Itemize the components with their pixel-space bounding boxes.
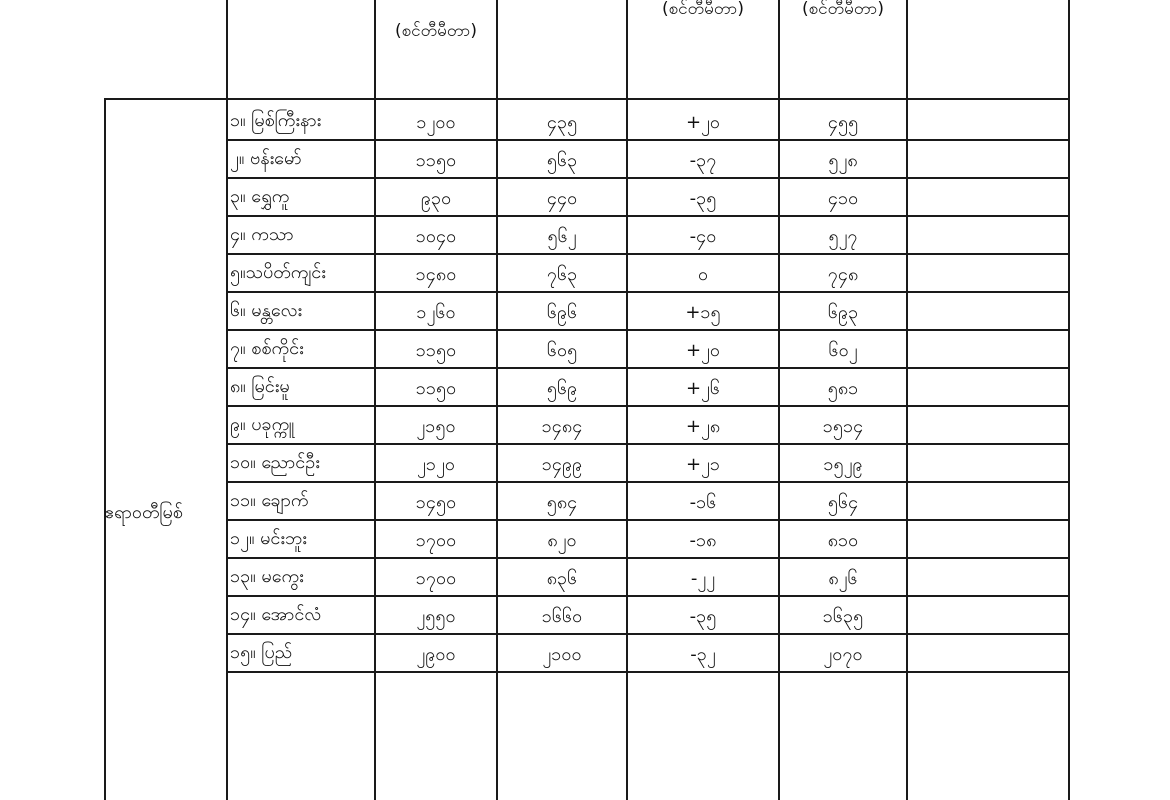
danger-level-cell: ၁၁၅၀ (415, 150, 457, 171)
final-level-cell: ၇၄၈ (827, 264, 859, 285)
column-divider (226, 0, 228, 800)
row-divider (226, 215, 1070, 217)
change-cell: -၃၅ (689, 188, 717, 209)
danger-level-cell: ၂၁၅၀ (416, 416, 456, 437)
water-level-cell: ၁၄၈၄ (541, 416, 583, 437)
water-level-cell: ၄၃၅ (546, 112, 578, 133)
change-cell: -၂၂ (690, 568, 716, 589)
column-divider (104, 100, 106, 800)
change-cell: -၄၀ (689, 226, 717, 247)
row-divider (226, 557, 1070, 559)
water-level-cell: ၅၈၄ (546, 492, 578, 513)
final-level-cell: ၅၂၇ (828, 226, 858, 247)
water-level-cell: ၈၃၆ (546, 568, 578, 589)
change-cell: +၁၅ (685, 302, 721, 323)
danger-level-cell: ၂၁၂၀ (417, 454, 455, 475)
row-divider (226, 177, 1070, 179)
water-level-cell: ၅၆၃ (546, 150, 578, 171)
row-divider (226, 329, 1070, 331)
danger-level-cell: ၁၁၅၀ (415, 378, 457, 399)
region-label: ဧရာဝတီမြစ် (104, 502, 183, 523)
station-name: ၂။ ဗန်းမော် (230, 148, 302, 169)
header-change-unit: (စင်တီမီတာ) (661, 0, 745, 19)
change-cell: +၂၁ (685, 454, 721, 475)
row-divider (226, 481, 1070, 483)
final-level-cell: ၅၈၁ (827, 378, 859, 399)
water-level-cell: ၆၉၆ (546, 302, 578, 323)
water-level-cell: ၄၄၀ (546, 188, 578, 209)
change-cell: +၂၈ (685, 416, 721, 437)
header-final-unit: (စင်တီမီတာ) (801, 0, 885, 19)
change-cell: +၂၆ (685, 378, 721, 399)
final-level-cell: ၁၅၁၄ (822, 416, 864, 437)
final-level-cell: ၈၁၀ (827, 530, 859, 551)
final-level-cell: ၄၅၅ (827, 112, 859, 133)
water-level-cell: ၅၆၂ (547, 226, 577, 247)
danger-level-cell: ၁၇၀၀ (415, 530, 457, 551)
water-level-cell: ၈၂၀ (547, 530, 577, 551)
row-divider (226, 519, 1070, 521)
station-name: ၁၅။ ပြည် (230, 642, 293, 663)
water-level-cell: ၆၀၅ (546, 340, 578, 361)
header-height-unit: (စင်တီမီတာ) (394, 21, 478, 41)
change-cell: -၃၇ (689, 150, 717, 171)
row-divider (226, 367, 1070, 369)
final-level-cell: ၄၁၀ (827, 188, 859, 209)
station-name: ၃။ ရွှေကူ (230, 186, 290, 207)
row-divider (226, 253, 1070, 255)
final-level-cell: ၅၂၈ (828, 150, 858, 171)
change-cell: -၃၅ (689, 606, 717, 627)
water-level-cell: ၁၄၉၉ (541, 454, 583, 475)
station-name: ၁၃။ မကွေး (230, 566, 304, 587)
final-level-cell: ၆၉၃ (827, 302, 859, 323)
water-level-cell: ၇၆၃ (546, 264, 578, 285)
water-level-cell: ၅၆၉ (546, 378, 578, 399)
station-name: ၁၁။ ချောက် (230, 490, 309, 511)
change-cell: -၁၈ (689, 530, 717, 551)
final-level-cell: ၂၀၇၀ (823, 644, 863, 665)
change-cell: +၂၀ (685, 112, 721, 133)
header-divider (104, 98, 1070, 100)
station-name: ၇။ စစ်ကိုင်း (230, 338, 304, 359)
station-name: ၈။ မြင်းမူ (230, 376, 290, 397)
water-level-cell: ၂၁၀၀ (542, 644, 582, 665)
danger-level-cell: ၁၄၈၀ (415, 264, 457, 285)
danger-level-cell: ၂၉၀၀ (416, 644, 456, 665)
final-level-cell: ၈၂၆ (828, 568, 858, 589)
station-name: ၁၄။ အောင်လံ (230, 604, 322, 625)
row-divider (226, 671, 1070, 673)
danger-level-cell: ၂၅၅၀ (416, 606, 456, 627)
station-name: ၁၂။ မင်းဘူး (230, 528, 307, 549)
station-name: ၆။ မန္တလေး (230, 300, 303, 321)
row-divider (226, 139, 1070, 141)
station-name: ၁၀။ ညောင်ဦး (230, 452, 320, 473)
row-divider (226, 633, 1070, 635)
station-name: ၅။သပိတ်ကျင်း (230, 262, 326, 283)
final-level-cell: ၁၆၃၅ (822, 606, 864, 627)
column-divider (906, 0, 908, 800)
row-divider (226, 405, 1070, 407)
station-name: ၉။ ပခုက္ကူ (230, 414, 295, 435)
final-level-cell: ၅၆၄ (827, 492, 859, 513)
change-cell: ၀ (697, 264, 709, 285)
water-level-cell: ၁၆၆၀ (541, 606, 583, 627)
change-cell: -၃၂ (690, 644, 716, 665)
danger-level-cell: ၁၇၀၀ (415, 568, 457, 589)
danger-level-cell: ၉၃၀ (420, 188, 452, 209)
row-divider (226, 595, 1070, 597)
change-cell: +၂၀ (685, 340, 721, 361)
station-name: ၄။ ကသာ (230, 224, 294, 245)
danger-level-cell: ၁၂၀၀ (416, 112, 456, 133)
danger-level-cell: ၁၄၅၀ (415, 492, 457, 513)
station-name: ၁။ မြစ်ကြီးနား (230, 110, 322, 131)
row-divider (226, 291, 1070, 293)
final-level-cell: ၁၅၂၉ (823, 454, 863, 475)
final-level-cell: ၆၀၂ (828, 340, 858, 361)
column-divider (1068, 0, 1070, 800)
row-divider (226, 443, 1070, 445)
change-cell: -၁၆ (689, 492, 717, 513)
danger-level-cell: ၁၀၄၀ (415, 226, 457, 247)
danger-level-cell: ၁၁၅၀ (415, 340, 457, 361)
danger-level-cell: ၁၂၆၀ (416, 302, 456, 323)
